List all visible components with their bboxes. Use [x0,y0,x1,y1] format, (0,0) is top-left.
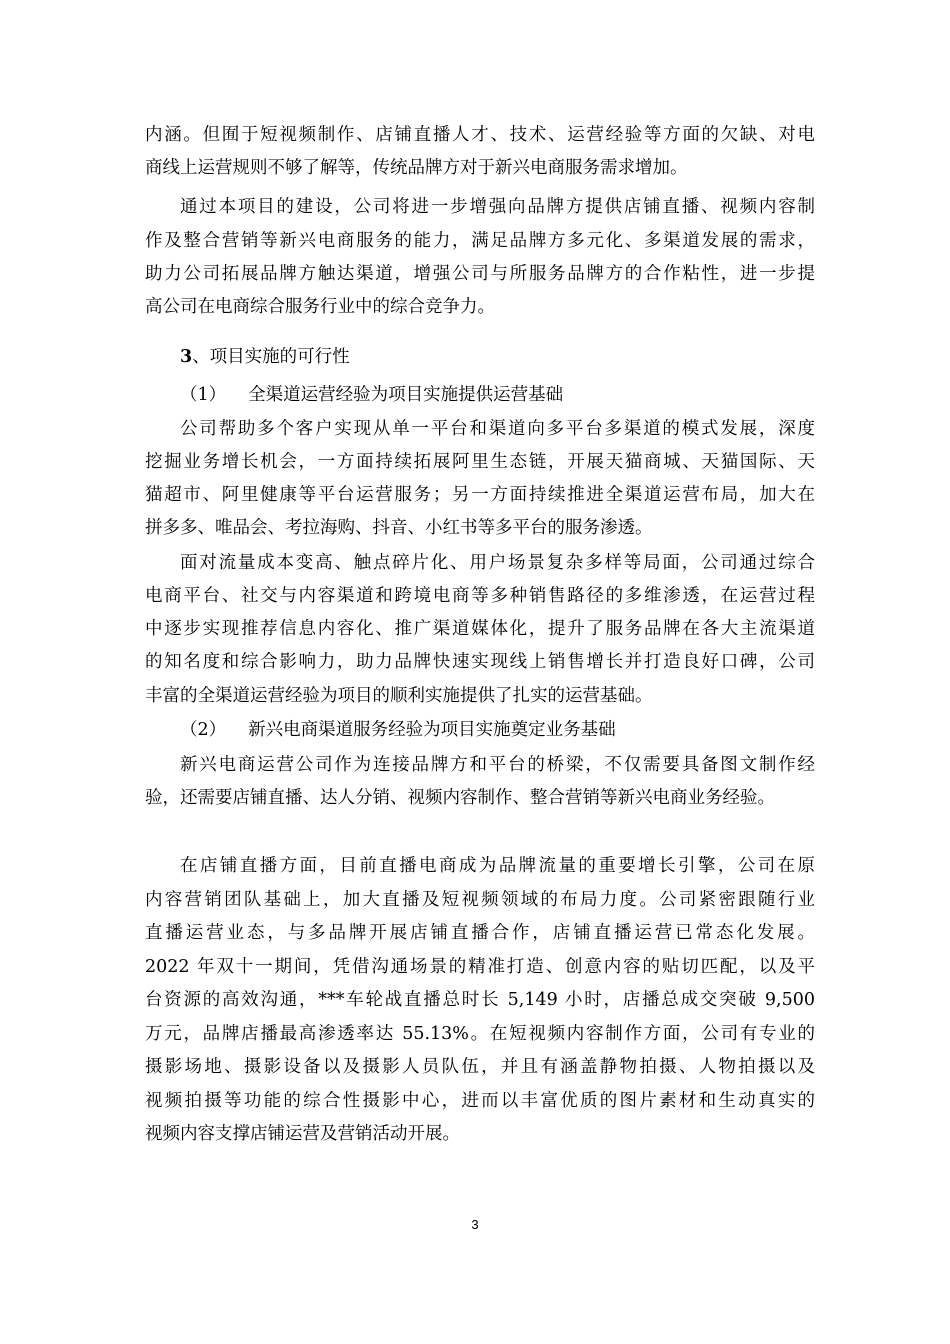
subsection-2-number: （2） [180,720,227,740]
paragraph-4-line-2: 电商平台、社交与内容渠道和跨境电商等多种销售路径的多维渗透，在运营过程 [145,586,815,606]
subsection-2-title: 新兴电商渠道服务经验为项目实施奠定业务基础 [248,720,616,740]
paragraph-2-line-4: 高公司在电商综合服务行业中的综合竞争力。 [145,297,495,317]
paragraph-6-line-2: 内容营销团队基础上，加大直播及短视频领域的布局力度。公司紧密跟随行业 [145,890,815,910]
paragraph-4-line-3: 中逐步实现推荐信息内容化、推广渠道媒体化，提升了服务品牌在各大主流渠道 [145,619,815,639]
paragraph-6-line-7: 摄影场地、摄影设备以及摄影人员队伍，并且有涵盖静物拍摄、人物拍摄以及 [145,1057,815,1077]
subsection-1-title: 全渠道运营经验为项目实施提供运营基础 [248,385,564,405]
paragraph-3-line-2: 挖掘业务增长机会，一方面持续拓展阿里生态链，开展天猫商城、天猫国际、天 [145,452,815,472]
paragraph-2-line-2: 作及整合营销等新兴电商服务的能力，满足品牌方多元化、多渠道发展的需求， [145,231,815,251]
subsection-1-heading [180,384,563,406]
paragraph-6-line-1: 在店铺直播方面，目前直播电商成为品牌流量的重要增长引擎，公司在原 [180,856,815,876]
paragraph-6-line-6: 万元，品牌店播最高渗透率达 55.13%。在短视频内容制作方面，公司有专业的 [145,1024,815,1044]
paragraph-6-line-8: 视频拍摄等功能的综合性摄影中心，进而以丰富优质的图片素材和生动真实的 [145,1091,815,1111]
paragraph-4-line-4: 的知名度和综合影响力，助力品牌快速实现线上销售增长并打造良好口碑，公司 [145,652,815,672]
paragraph-4-line-5: 丰富的全渠道运营经验为项目的顺利实施提供了扎实的运营基础。 [145,686,653,706]
paragraph-5-line-2: 验，还需要店铺直播、达人分销、视频内容制作、整合营销等新兴电商业务经验。 [145,788,775,808]
paragraph-6-line-3: 直播运营业态，与多品牌开展店铺直播合作，店铺直播运营已常态化发展。 [145,923,815,943]
paragraph-4-line-1: 面对流量成本变高、触点碎片化、用户场景复杂多样等局面，公司通过综合 [180,553,815,573]
paragraph-2-line-3: 助力公司拓展品牌方触达渠道，增强公司与所服务品牌方的合作粘性，进一步提 [145,264,815,284]
page-number: 3 [471,1217,479,1232]
paragraph-6-line-5: 台资源的高效沟通，***车轮战直播总时长 5,149 小时，店播总成交突破 9,500 [145,990,815,1010]
paragraph-2-line-1: 通过本项目的建设，公司将进一步增强向品牌方提供店铺直播、视频内容制 [180,197,815,217]
paragraph-1-line-2: 商线上运营规则不够了解等，传统品牌方对于新兴电商服务需求增加。 [145,158,688,178]
paragraph-3-line-4: 拼多多、唯品会、考拉海购、抖音、小红书等多平台的服务渗透。 [145,518,653,538]
subsection-2-heading [180,719,616,741]
paragraph-1-line-1: 内涵。但囿于短视频制作、店铺直播人才、技术、运营经验等方面的欠缺、对电 [145,125,815,145]
section-3-number: 3 [180,347,193,367]
paragraph-5-line-1: 新兴电商运营公司作为连接品牌方和平台的桥梁，不仅需要具备图文制作经 [180,755,815,775]
paragraph-6-line-4: 2022 年双十一期间，凭借沟通场景的精准打造、创意内容的贴切匹配，以及平 [145,957,815,977]
paragraph-6-line-9: 视频内容支撑店铺运营及营销活动开展。 [145,1124,460,1144]
subsection-1-number: （1） [180,385,227,405]
section-3-title: 、项目实施的可行性 [192,347,350,367]
section-3-heading [180,346,350,368]
paragraph-3-line-3: 猫超市、阿里健康等平台运营服务；另一方面持续推进全渠道运营布局，加大在 [145,485,815,505]
paragraph-3-line-1: 公司帮助多个客户实现从单一平台和渠道向多平台多渠道的模式发展，深度 [180,419,815,439]
